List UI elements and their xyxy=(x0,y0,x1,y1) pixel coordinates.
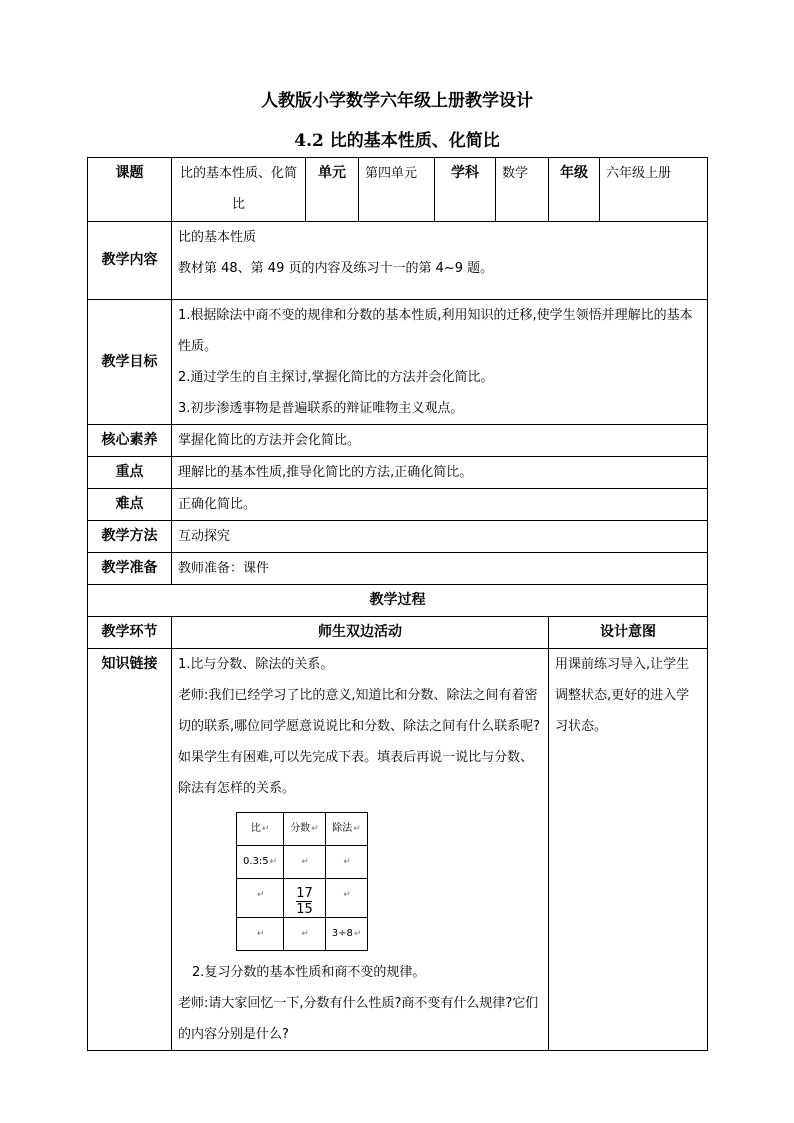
return-mark-icon: ↵ xyxy=(343,890,351,900)
intent-cell xyxy=(549,649,708,1051)
goal-item: 3.初步渗透事物是普遍联系的辩证唯物主义观点。 xyxy=(178,401,464,416)
process-title: 教学过程 xyxy=(88,585,708,617)
return-mark-icon: ↵ xyxy=(261,824,270,834)
stage-column-header: 教学环节 xyxy=(88,617,172,649)
mini-table-header xyxy=(237,813,368,846)
goal-item: 1.根据除法中商不变的规律和分数的基本性质,利用知识的迁移,使学生领悟并理解比的基本性质。 xyxy=(178,308,693,354)
mini-header-division: 除法 xyxy=(332,823,353,834)
method-value: 互动探究 xyxy=(172,521,708,553)
mini-cell-ratio: 0.3:5 xyxy=(243,856,269,867)
intent-text: 用课前练习导入,让学生调整状态,更好的进入学习状态。 xyxy=(555,657,690,734)
return-mark-icon: ↵ xyxy=(256,890,265,900)
key-point-value: 理解比的基本性质,推导化简比的方法,正确化简比。 xyxy=(172,457,708,489)
return-mark-icon: ↵ xyxy=(353,929,362,939)
subject-label: 学科 xyxy=(435,158,496,222)
mini-table-row xyxy=(237,846,368,879)
return-mark-icon: ↵ xyxy=(269,857,278,867)
return-mark-icon: ↵ xyxy=(301,857,309,867)
difficulty-row xyxy=(88,489,708,521)
fraction-denominator: 15 xyxy=(296,902,313,917)
topic-value: 比的基本性质、化简比 xyxy=(172,158,306,222)
goals-cell xyxy=(172,300,708,425)
document-title: 人教版小学数学六年级上册教学设计 xyxy=(261,91,533,111)
unit-label: 单元 xyxy=(306,158,359,222)
key-point-label: 重点 xyxy=(88,457,172,489)
grade-value: 六年级上册 xyxy=(600,158,708,222)
mini-header-fraction: 分数 xyxy=(290,823,311,834)
activity-paragraph: 2.复习分数的基本性质和商不变的规律。 xyxy=(192,965,426,980)
goals-label: 教学目标 xyxy=(88,300,172,425)
mini-cell-division: 3÷8 xyxy=(331,928,353,939)
return-mark-icon: ↵ xyxy=(353,824,361,834)
mini-table-row xyxy=(237,879,368,918)
topic-label: 课题 xyxy=(88,158,172,222)
content-line: 比的基本性质 xyxy=(178,230,257,245)
lesson-title: 4.2 比的基本性质、化简比 xyxy=(294,131,500,151)
return-mark-icon: ↵ xyxy=(256,929,265,939)
prep-value: 教师准备：课件 xyxy=(172,553,708,585)
activity-cell xyxy=(172,649,549,1051)
core-label: 核心素养 xyxy=(88,425,172,457)
activity-paragraph: 老师:请大家回忆一下,分数有什么性质?商不变有什么规律?它们的内容分别是什么? xyxy=(178,996,539,1042)
return-mark-icon: ↵ xyxy=(311,824,319,834)
lesson-plan-table xyxy=(87,157,708,1051)
difficulty-label: 难点 xyxy=(88,489,172,521)
activity-paragraph: 如果学生有困难,可以先完成下表。填表后再说一说比与分数、除法有怎样的关系。 xyxy=(178,750,534,796)
unit-value: 第四单元 xyxy=(359,158,435,222)
stage-label: 知识链接 xyxy=(88,649,172,1051)
activity-column-header: 师生双边活动 xyxy=(172,617,549,649)
method-row xyxy=(88,521,708,553)
info-row xyxy=(88,158,708,222)
prep-row xyxy=(88,553,708,585)
mini-header-ratio: 比 xyxy=(250,823,261,834)
key-point-row xyxy=(88,457,708,489)
difficulty-value: 正确化简比。 xyxy=(172,489,708,521)
process-title-row xyxy=(88,585,708,617)
subject-value: 数学 xyxy=(496,158,549,222)
grade-label: 年级 xyxy=(549,158,600,222)
content-row xyxy=(88,222,708,300)
goal-item: 2.通过学生的自主探讨,掌握化简比的方法并会化简比。 xyxy=(178,370,494,385)
content-label: 教学内容 xyxy=(88,222,172,300)
core-value: 掌握化简比的方法并会化简比。 xyxy=(172,425,708,457)
process-row xyxy=(88,649,708,1051)
method-label: 教学方法 xyxy=(88,521,172,553)
fraction-numerator: 17 xyxy=(296,886,313,901)
process-header-row xyxy=(88,617,708,649)
prep-label: 教学准备 xyxy=(88,553,172,585)
return-mark-icon: ↵ xyxy=(301,929,309,939)
content-line: 教材第 48、第 49 页的内容及练习十一的第 4~9 题。 xyxy=(178,261,494,276)
intent-column-header: 设计意图 xyxy=(549,617,708,649)
activity-paragraph: 1.比与分数、除法的关系。 xyxy=(178,657,334,672)
ratio-fraction-division-table xyxy=(236,812,368,951)
fraction xyxy=(296,886,313,917)
content-cell xyxy=(172,222,708,300)
activity-paragraph: 老师:我们已经学习了比的意义,知道比和分数、除法之间有着密切的联系,哪位同学愿意说说比和分数、除法之间有什么联系呢? xyxy=(178,688,541,734)
return-mark-icon: ↵ xyxy=(343,857,351,867)
mini-table-row xyxy=(237,918,368,951)
core-row xyxy=(88,425,708,457)
goals-row xyxy=(88,300,708,425)
